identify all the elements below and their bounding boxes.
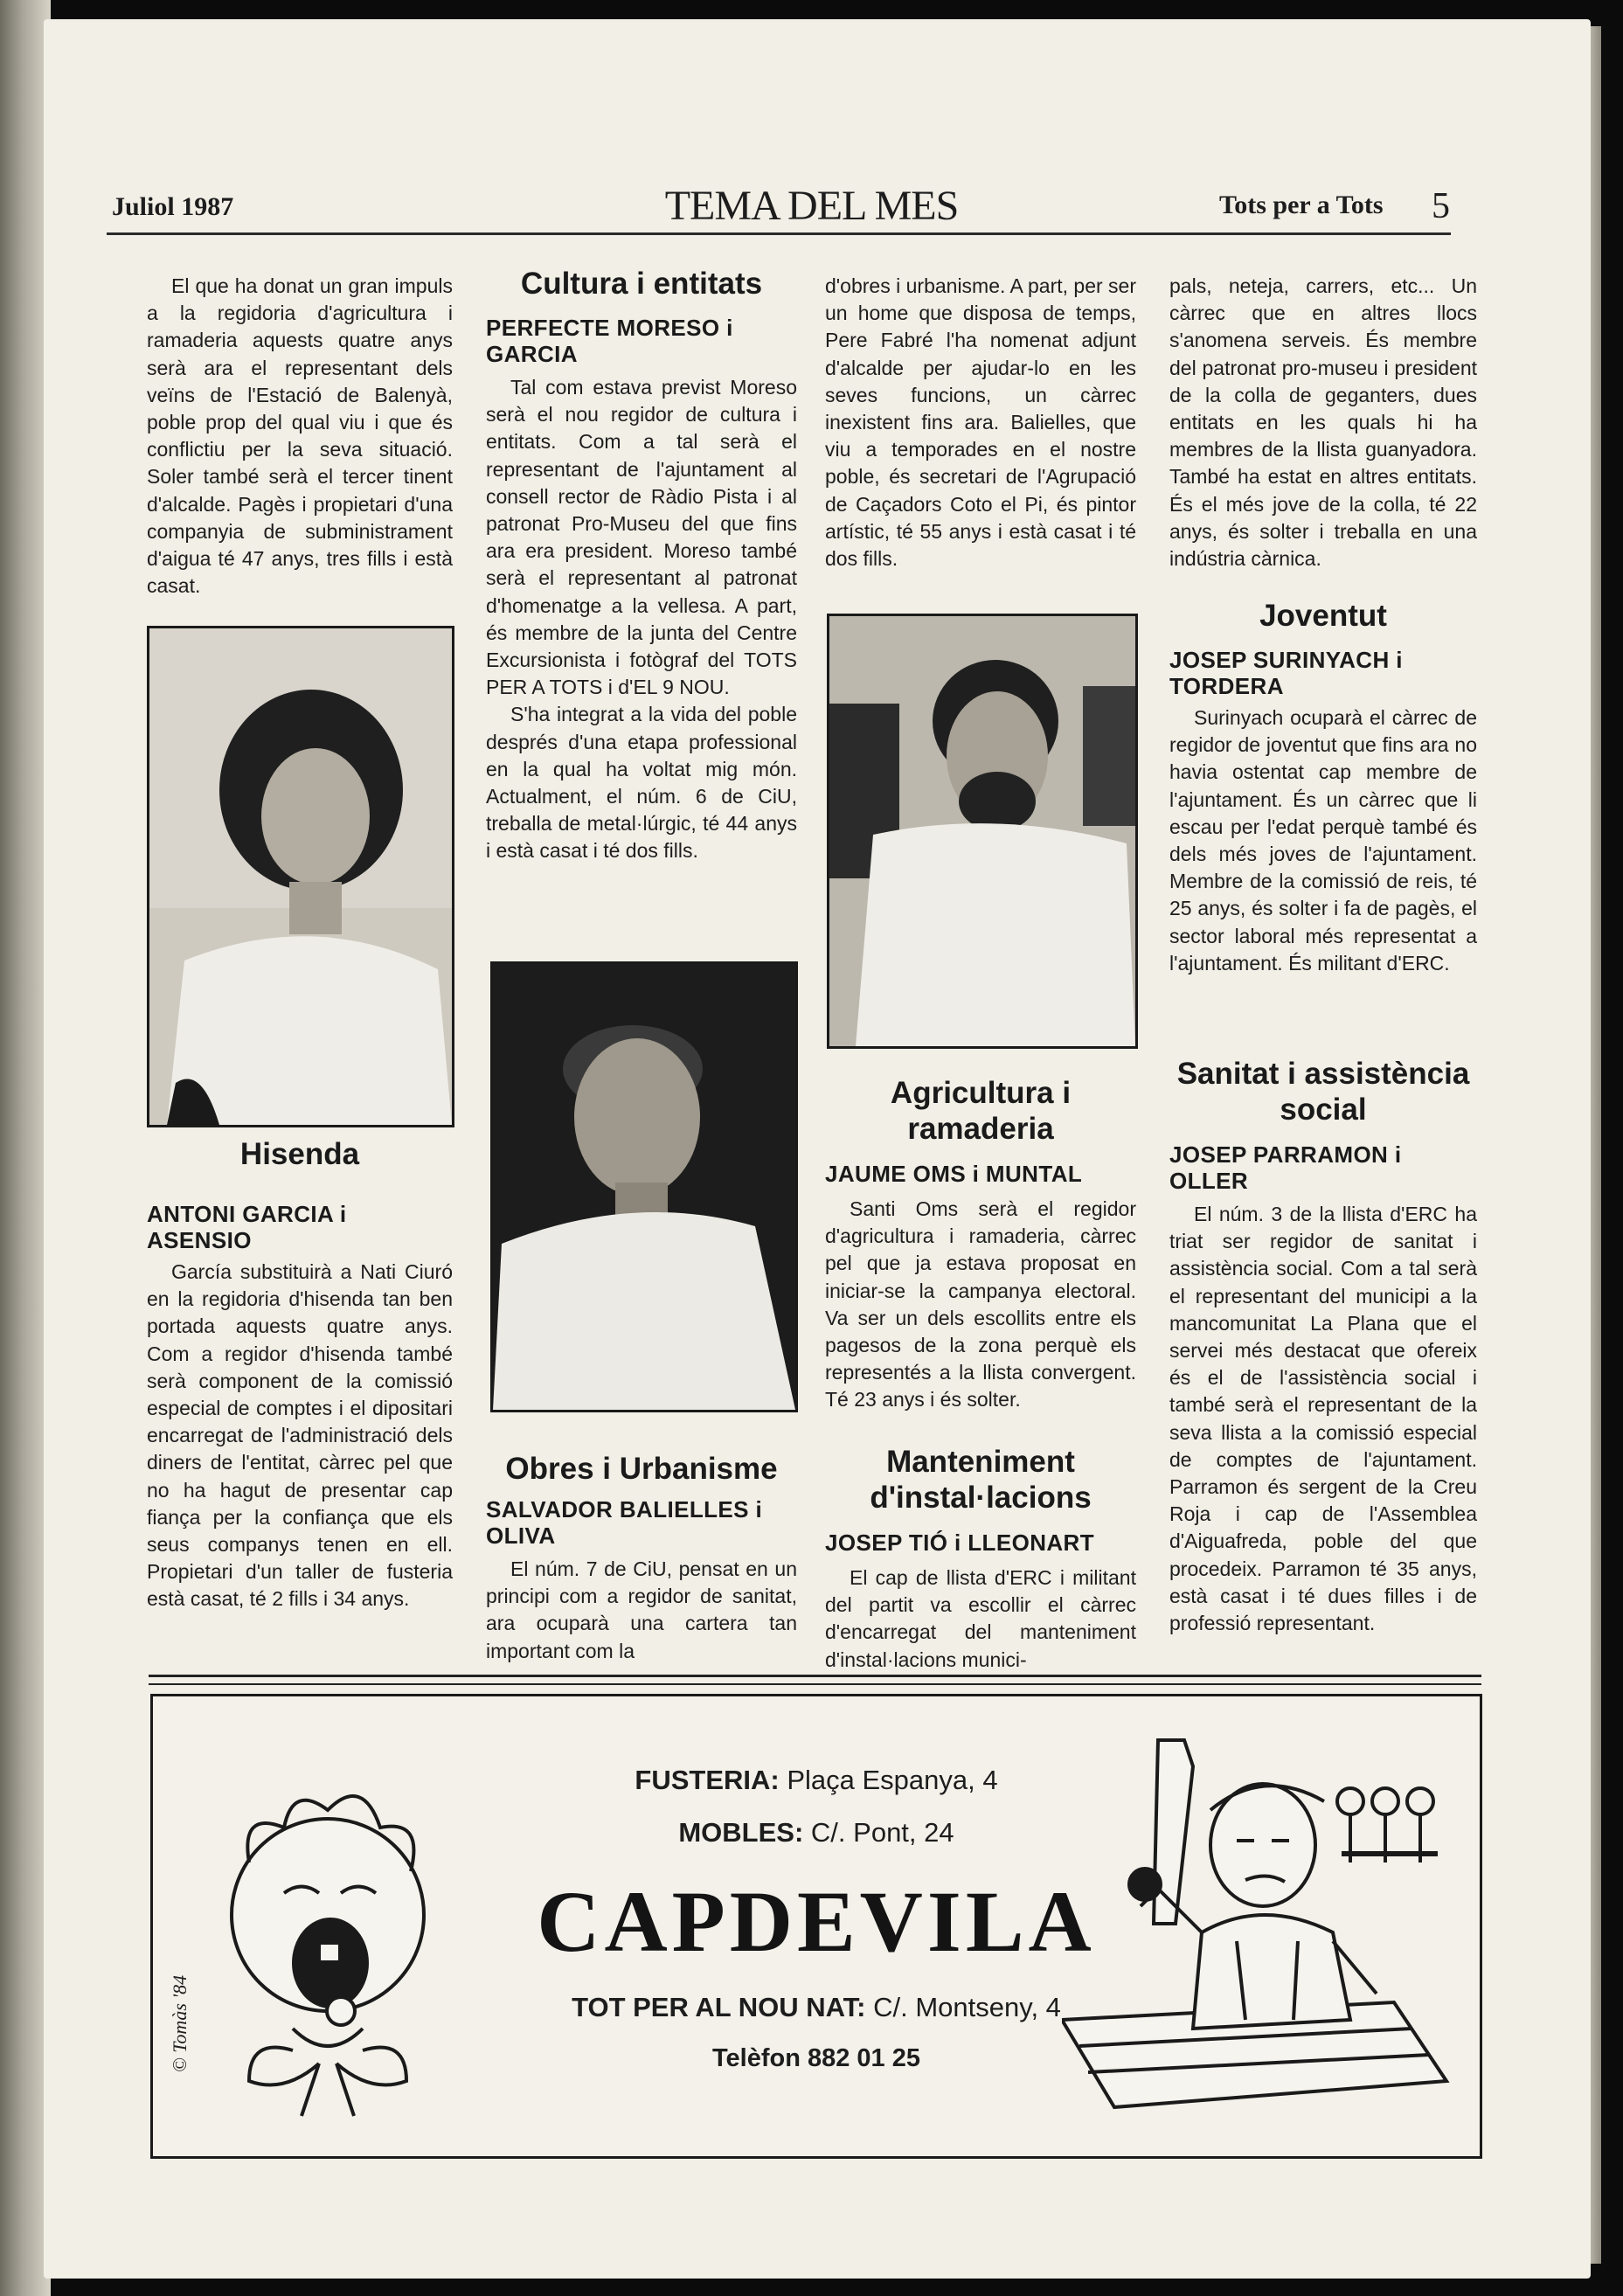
hisenda-heading: Hisenda [239,1137,360,1171]
ad-top-rule [149,1675,1481,1677]
cultura-heading: Cultura i entitats [520,267,763,301]
obres-article-continued [825,273,1136,572]
joventut-name: JOSEP SURINYACH i TORDERA [1169,647,1403,699]
agricultura-name: JAUME OMS i MUNTAL [825,1161,1083,1187]
sanitat-heading: Sanitat i assistència social [1176,1057,1470,1127]
page-number: 5 [1432,186,1450,226]
obres-heading: Obres i Urbanisme [505,1452,778,1486]
hisenda-name: ANTONI GARCIA i ASENSIO [147,1201,347,1253]
obres-text: El núm. 7 de CiU, pensat en un principi com a regidor de sanitat, ara ocuparà una cartera tan important com la [486,1557,797,1662]
photo-portrait-oms [827,614,1138,1049]
ad-mobles-address: C/. Pont, 24 [810,1817,954,1848]
cultura-article [486,374,797,865]
intro-text: El que ha donat un gran impuls a la regidoria d'agricultura i ramaderia aquests quatre anys serà ara el representant dels veïns de l'Estació de Balenyà, poble prop del qual viu i que és conflictiu per la seva situació. Soler també serà el tercer tinent d'alcalde. Pagès i propietari d'una companyia de subministrament d'aigua té 47 anys, tres fills i està casat. [147,274,453,598]
cultura-text-1: Tal com estava previst Moreso serà el nou regidor de cultura i entitats. Com a tal serà el representant de l'ajuntament al consell rector de Ràdio Pista i al patronat Pro-Museu del que fins ara era president. Moreso també serà el representant al patronat d'homenatge a la vellesa. A part, és membre de la junta del Centre Excursionista i fotògraf del TOTS PER A TOTS i d'EL 9 NOU. [486,376,797,699]
sanitat-text: El núm. 3 de la llista d'ERC ha triat ser regidor de sanitat i assistència social. Com a tal serà el representant del municipi a la mancomunitat La Plana que el servei més destacat que ofereix és el de l'assistència social i també serà el representant de la seva llista a la comissió especial de comptes de l'ajuntament. Parramon és sergent de la Creu Roja i cap de l'Assemblea d'Aiguafreda, poble del que procedeix. Parramon té 35 anys, està casat i té dues filles i de professió representant. [1169,1203,1477,1635]
issue-date: Juliol 1987 [112,192,234,221]
capdevila-advertisement [150,1694,1482,2159]
manteniment-article-continued [1169,273,1477,572]
agricultura-article [825,1196,1136,1414]
ad-brand-name: CAPDEVILA [537,1873,1096,1970]
sanitat-article [1169,1201,1477,1637]
section-title: TEMA DEL MES [664,183,959,229]
obres-article [486,1556,797,1665]
joventut-text: Surinyach ocuparà el càrrec de regidor de joventut que fins ara no havia ostentat cap membre de l'ajuntament. És un càrrec que li escau per l'edat perquè també és dels més joves de l'ajuntament. Membre de la comissió de reis, té 25 anys, és solter i fa de pagès, el sector laboral més representat a l'ajuntament. És militant d'ERC. [1169,706,1477,975]
agricultura-text: Santi Oms serà el regidor d'agricultura i ramaderia, càrrec pel que ja estava proposat en iniciar-se la campanya electoral. Va ser un dels escollits entre els pagesos de la zona perquè els representés a la llista convergent. Té 23 anys i és solter. [825,1197,1136,1412]
page-edge [1589,26,1601,2264]
obres-name: SALVADOR BALIELLES i OLIVA [486,1496,763,1549]
hisenda-article [147,1259,453,1613]
ad-artist-signature [108,1974,265,2072]
ad-top-rule-thin [149,1683,1481,1685]
sanitat-name: JOSEP PARRAMON i OLLER [1169,1141,1402,1194]
manteniment-text-continued: pals, neteja, carrers, etc... Un càrrec que en altres llocs s'anomena serveis. És membre del patronat pro-museu i president de la colla de geganters, dues entitats en les quals hi ha membres de la llista guanyadora. També ha estat en altres entitats. És el més jove de la colla, té 22 anys, és solter i treballa en una indústria càrnica. [1169,274,1477,571]
manteniment-heading: Manteniment d'instal·lacions [870,1445,1092,1515]
joventut-article [1169,704,1477,977]
ad-nounat-label: TOT PER AL NOU NAT: [572,1992,866,2022]
joventut-heading: Joventut [1259,599,1387,633]
photo-portrait-garcia [147,626,454,1127]
obres-text-continued: d'obres i urbanisme. A part, per ser un home que disposa de temps, Pere Fabré l'ha nomenat adjunt d'alcalde per ajudar-lo en les seves funcions, un càrrec inexistent fins ara. Balielles, que viu a temporades en el nostre poble, és secretari de l'Agrupació de Caçadors Coto el Pi, és pintor artístic, té 55 anys i està casat i té dos fills. [825,274,1136,571]
intro-article [147,273,453,600]
ad-fusteria-label: FUSTERIA: [635,1765,780,1795]
crying-baby-illustration [188,1749,450,2125]
publication-name: Tots per a Tots [1219,191,1384,219]
ad-nounat-address: C/. Montseny, 4 [873,1992,1061,2022]
cultura-text-2: S'ha integrat a la vida del poble després d'una etapa professional en la qual ha voltat mig món. Actualment, el núm. 6 de CiU, treballa de metal·lúrgic, té 44 anys i està casat i té dos fills. [486,703,797,863]
header-rule [107,232,1451,235]
ad-fusteria-address: Plaça Espanya, 4 [787,1765,998,1795]
cultura-name: PERFECTE MORESO i GARCIA [486,315,733,367]
photo-portrait-moreso [490,961,798,1412]
manteniment-text: El cap de llista d'ERC i militant del partit va escollir el càrrec d'encarregat del manteniment d'instal·lacions munici- [825,1566,1136,1671]
manteniment-article [825,1564,1136,1674]
ad-telephone: Telèfon 882 01 25 [711,2044,921,2072]
signature-text: © Tomàs '84 [169,1974,191,2072]
ad-mobles-label: MOBLES: [678,1817,804,1848]
hisenda-text: García substituirà a Nati Ciuró en la regidoria d'hisenda tan ben portada aquests quatre anys. Com a regidor d'hisenda també serà component de la comissió especial de comptes i el dipositari encarregat de l'administració dels diners de l'entitat, càrrec pel que no ha hagut de presentar cap fiança per la confiança que els seus companys tenen en ell. Propietari d'un taller de fusteria està casat, té 2 fills i 34 anys. [147,1260,453,1611]
manteniment-name: JOSEP TIÓ i LLEONART [825,1530,1095,1556]
agricultura-heading: Agricultura i ramaderia [890,1076,1072,1146]
carpenter-illustration [1062,1731,1455,2133]
